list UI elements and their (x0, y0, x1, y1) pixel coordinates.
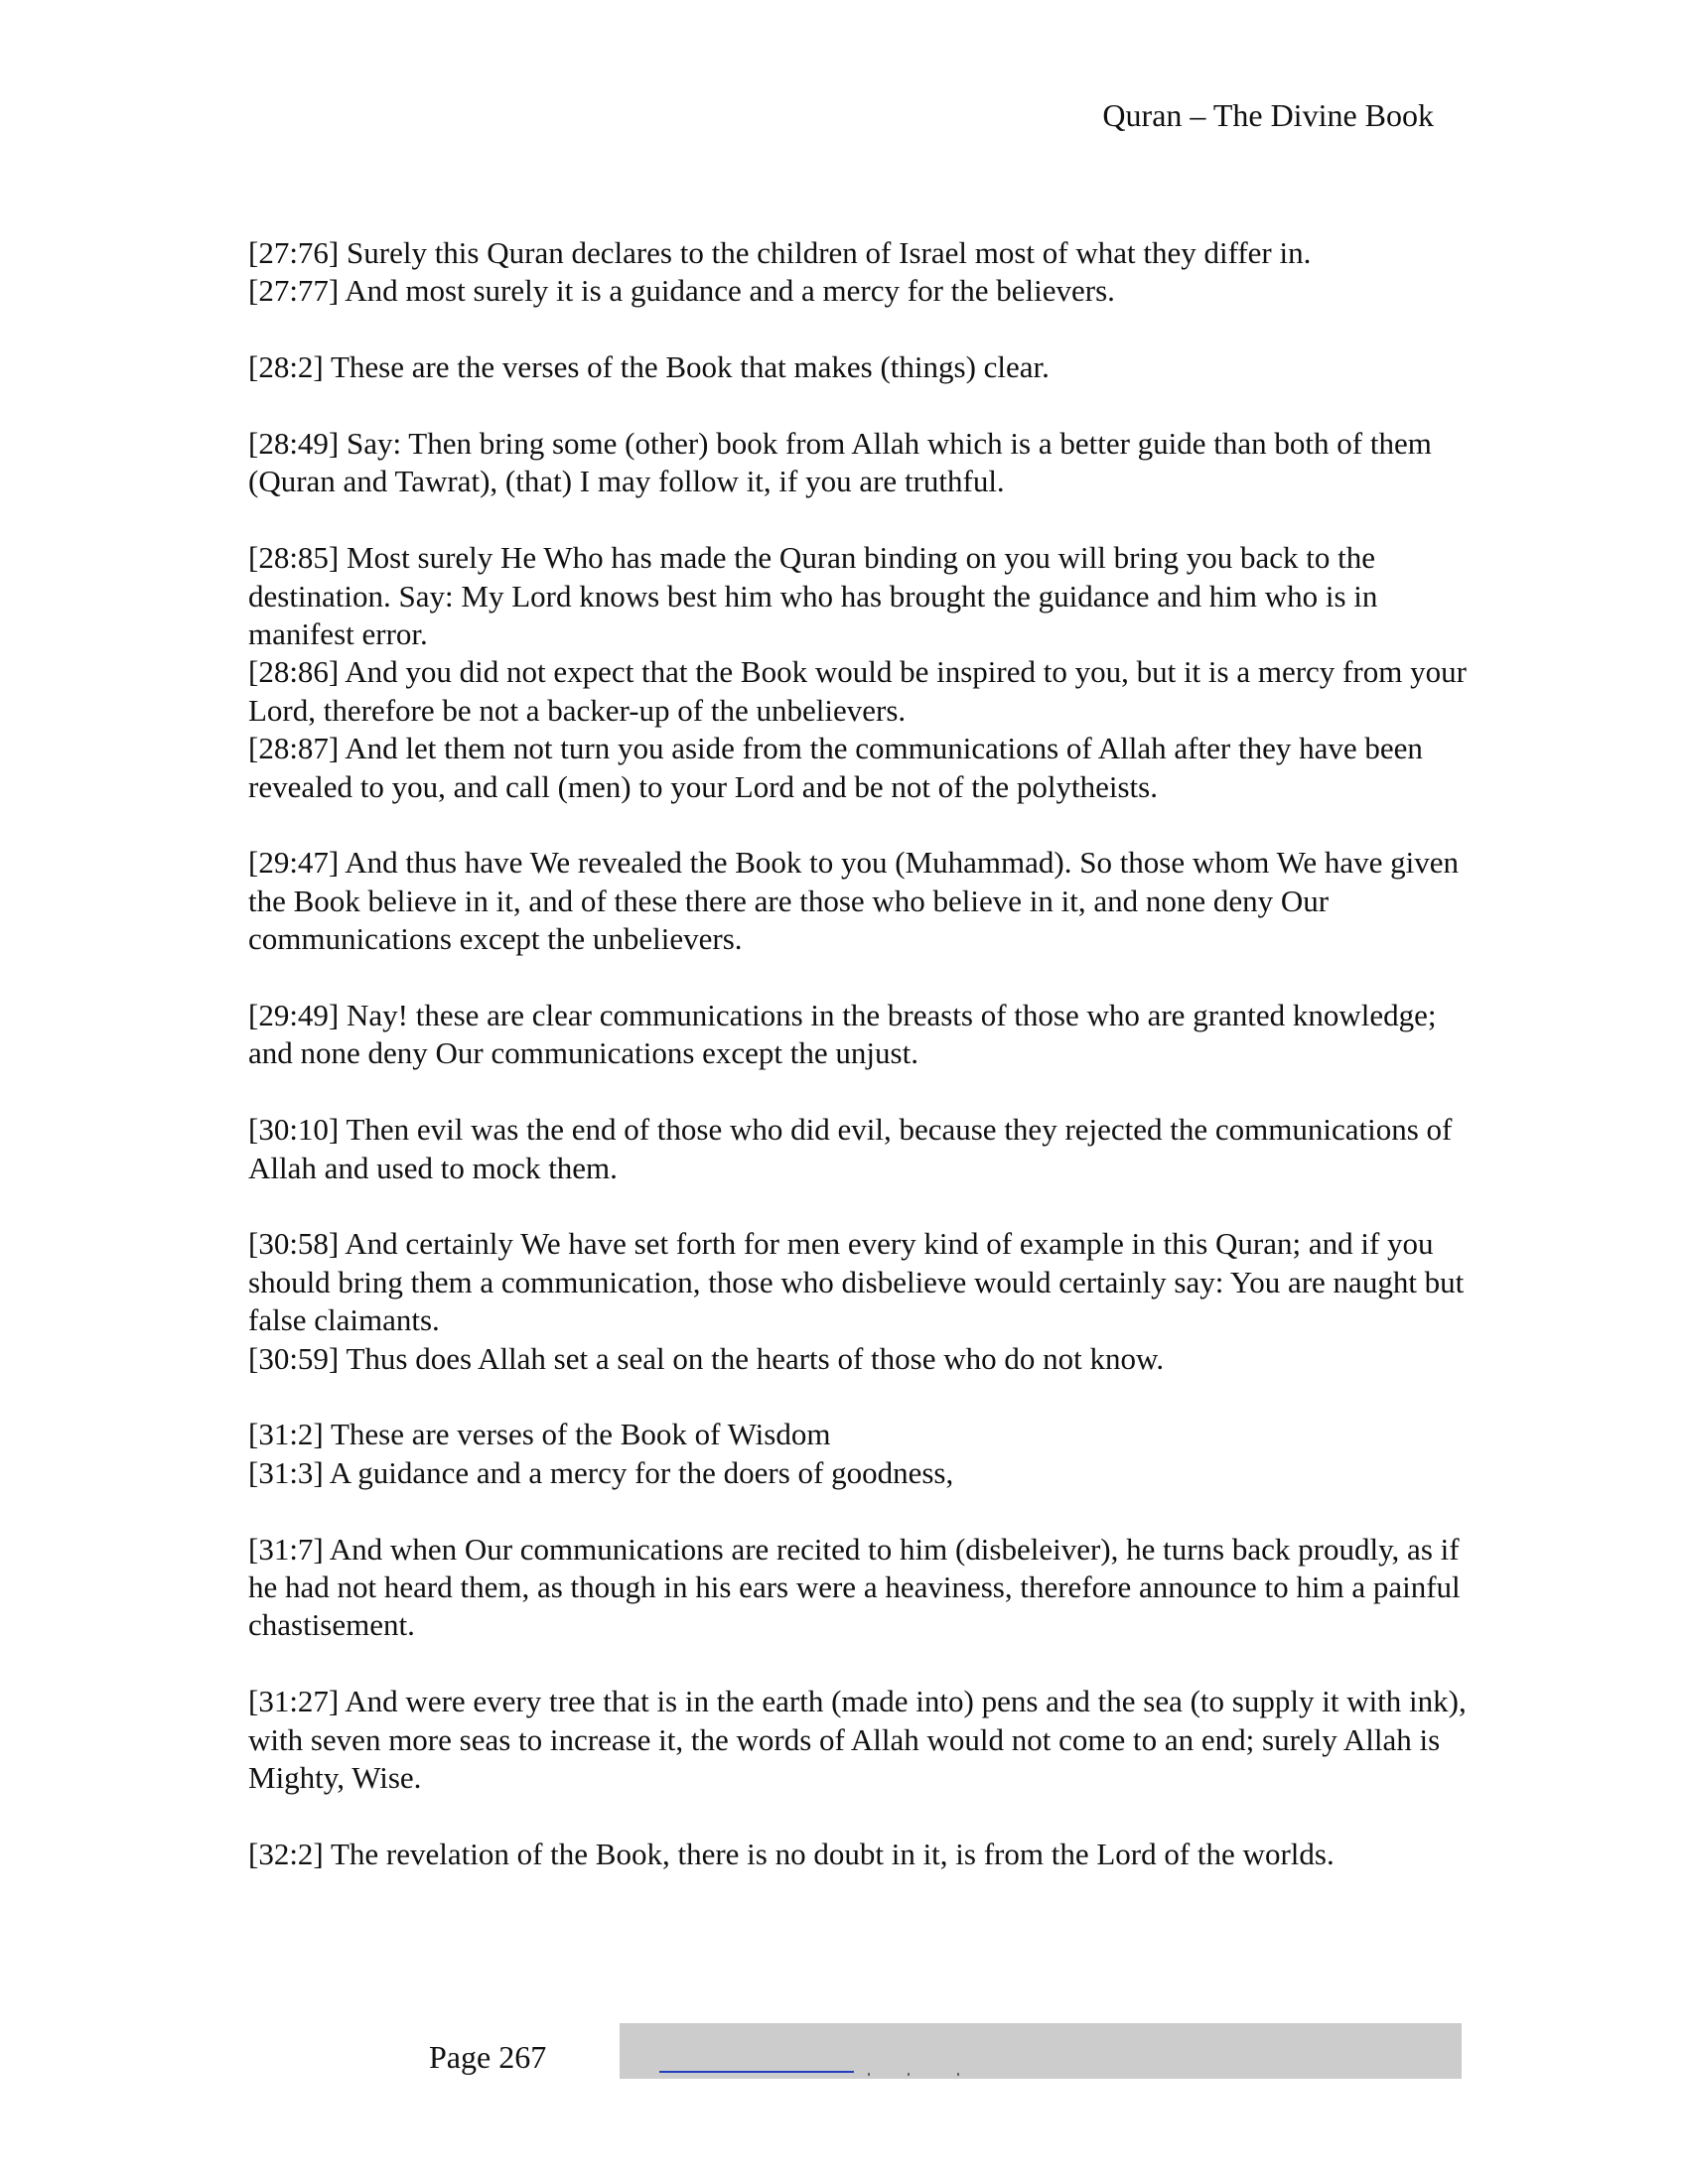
verse-28-2: [28:2] These are the verses of the Book that makes (things) clear. (248, 349, 1050, 385)
verse-group (248, 1531, 1470, 1645)
verse-31-2: [31:2] These are verses of the Book of Wisdom (248, 1417, 831, 1452)
verse-group (248, 539, 1470, 806)
verse-31-3: [31:3] A guidance and a mercy for the doers of goodness, (248, 1454, 954, 1490)
verse-30-59: [30:59] Thus does Allah set a seal on the hearts of those who do not know. (248, 1340, 1165, 1376)
verse-28-49: [28:49] Say: Then bring some (other) book from Allah which is a better guide than both of them (Quran and Tawrat), (that) I may follow it, if you are truthful. (248, 426, 1432, 499)
page-number: Page 267 (429, 2039, 547, 2075)
verse-group (248, 1416, 1470, 1492)
verse-group (248, 1225, 1470, 1378)
verse-27-76: [27:76] Surely this Quran declares to the children of Israel most of what they differ in. (248, 235, 1312, 270)
footer-mark (908, 2073, 910, 2076)
verse-group (248, 348, 1470, 386)
verse-group (248, 425, 1470, 501)
verse-group (248, 997, 1470, 1073)
footer-mark (957, 2073, 959, 2076)
verse-29-47: [29:47] And thus have We revealed the Book to you (Muhammad). So those whom We have given the Book believe in it, and of these there are those who believe in it, and none deny Our communications except the unbelievers. (248, 845, 1459, 957)
verse-28-85: [28:85] Most surely He Who has made the Quran binding on you will bring you back to the destination. Say: My Lord knows best him who has brought the guidance and him who is in manifest error. (248, 540, 1378, 652)
verse-group (248, 1111, 1470, 1187)
verse-27-77: [27:77] And most surely it is a guidance and a mercy for the believers. (248, 273, 1115, 309)
verse-28-86: [28:86] And you did not expect that the Book would be inspired to you, but it is a mercy from your Lord, therefore be not a backer-up of the unbelievers. (248, 654, 1467, 728)
verse-group (248, 234, 1470, 311)
footer-link-underline[interactable] (659, 2071, 854, 2073)
verse-list (248, 234, 1470, 1912)
verse-29-49: [29:49] Nay! these are clear communications in the breasts of those who are granted knowledge; and none deny Our communications except the unjust. (248, 998, 1437, 1071)
verse-32-2: [32:2] The revelation of the Book, there is no doubt in it, is from the Lord of the worlds. (248, 1836, 1335, 1871)
verse-30-10: [30:10] Then evil was the end of those who did evil, because they rejected the communications of Allah and used to mock them. (248, 1112, 1453, 1185)
verse-group (248, 1836, 1470, 1873)
verse-31-7: [31:7] And when Our communications are recited to him (disbeleiver), he turns back proudly, as if he had not heard them, as though in his ears were a heaviness, therefore announce to him a painful chastisement. (248, 1531, 1461, 1643)
running-header: Quran – The Divine Book (1102, 97, 1434, 133)
verse-30-58: [30:58] And certainly We have set forth for men every kind of example in this Quran; and if you should bring them a communication, those who disbelieve would certainly say: You are naught but false claimants. (248, 1226, 1465, 1338)
verse-group (248, 1683, 1470, 1797)
verse-31-27: [31:27] And were every tree that is in the earth (made into) pens and the sea (to supply it with ink), with seven more seas to increase it, the words of Allah would not come to an end; surely Allah is Mighty, Wise. (248, 1684, 1467, 1796)
footer-mark (868, 2073, 870, 2076)
footer-bar (620, 2023, 1462, 2079)
verse-group (248, 844, 1470, 958)
verse-28-87: [28:87] And let them not turn you aside from the communications of Allah after they have been revealed to you, and call (men) to your Lord and be not of the polytheists. (248, 731, 1423, 804)
